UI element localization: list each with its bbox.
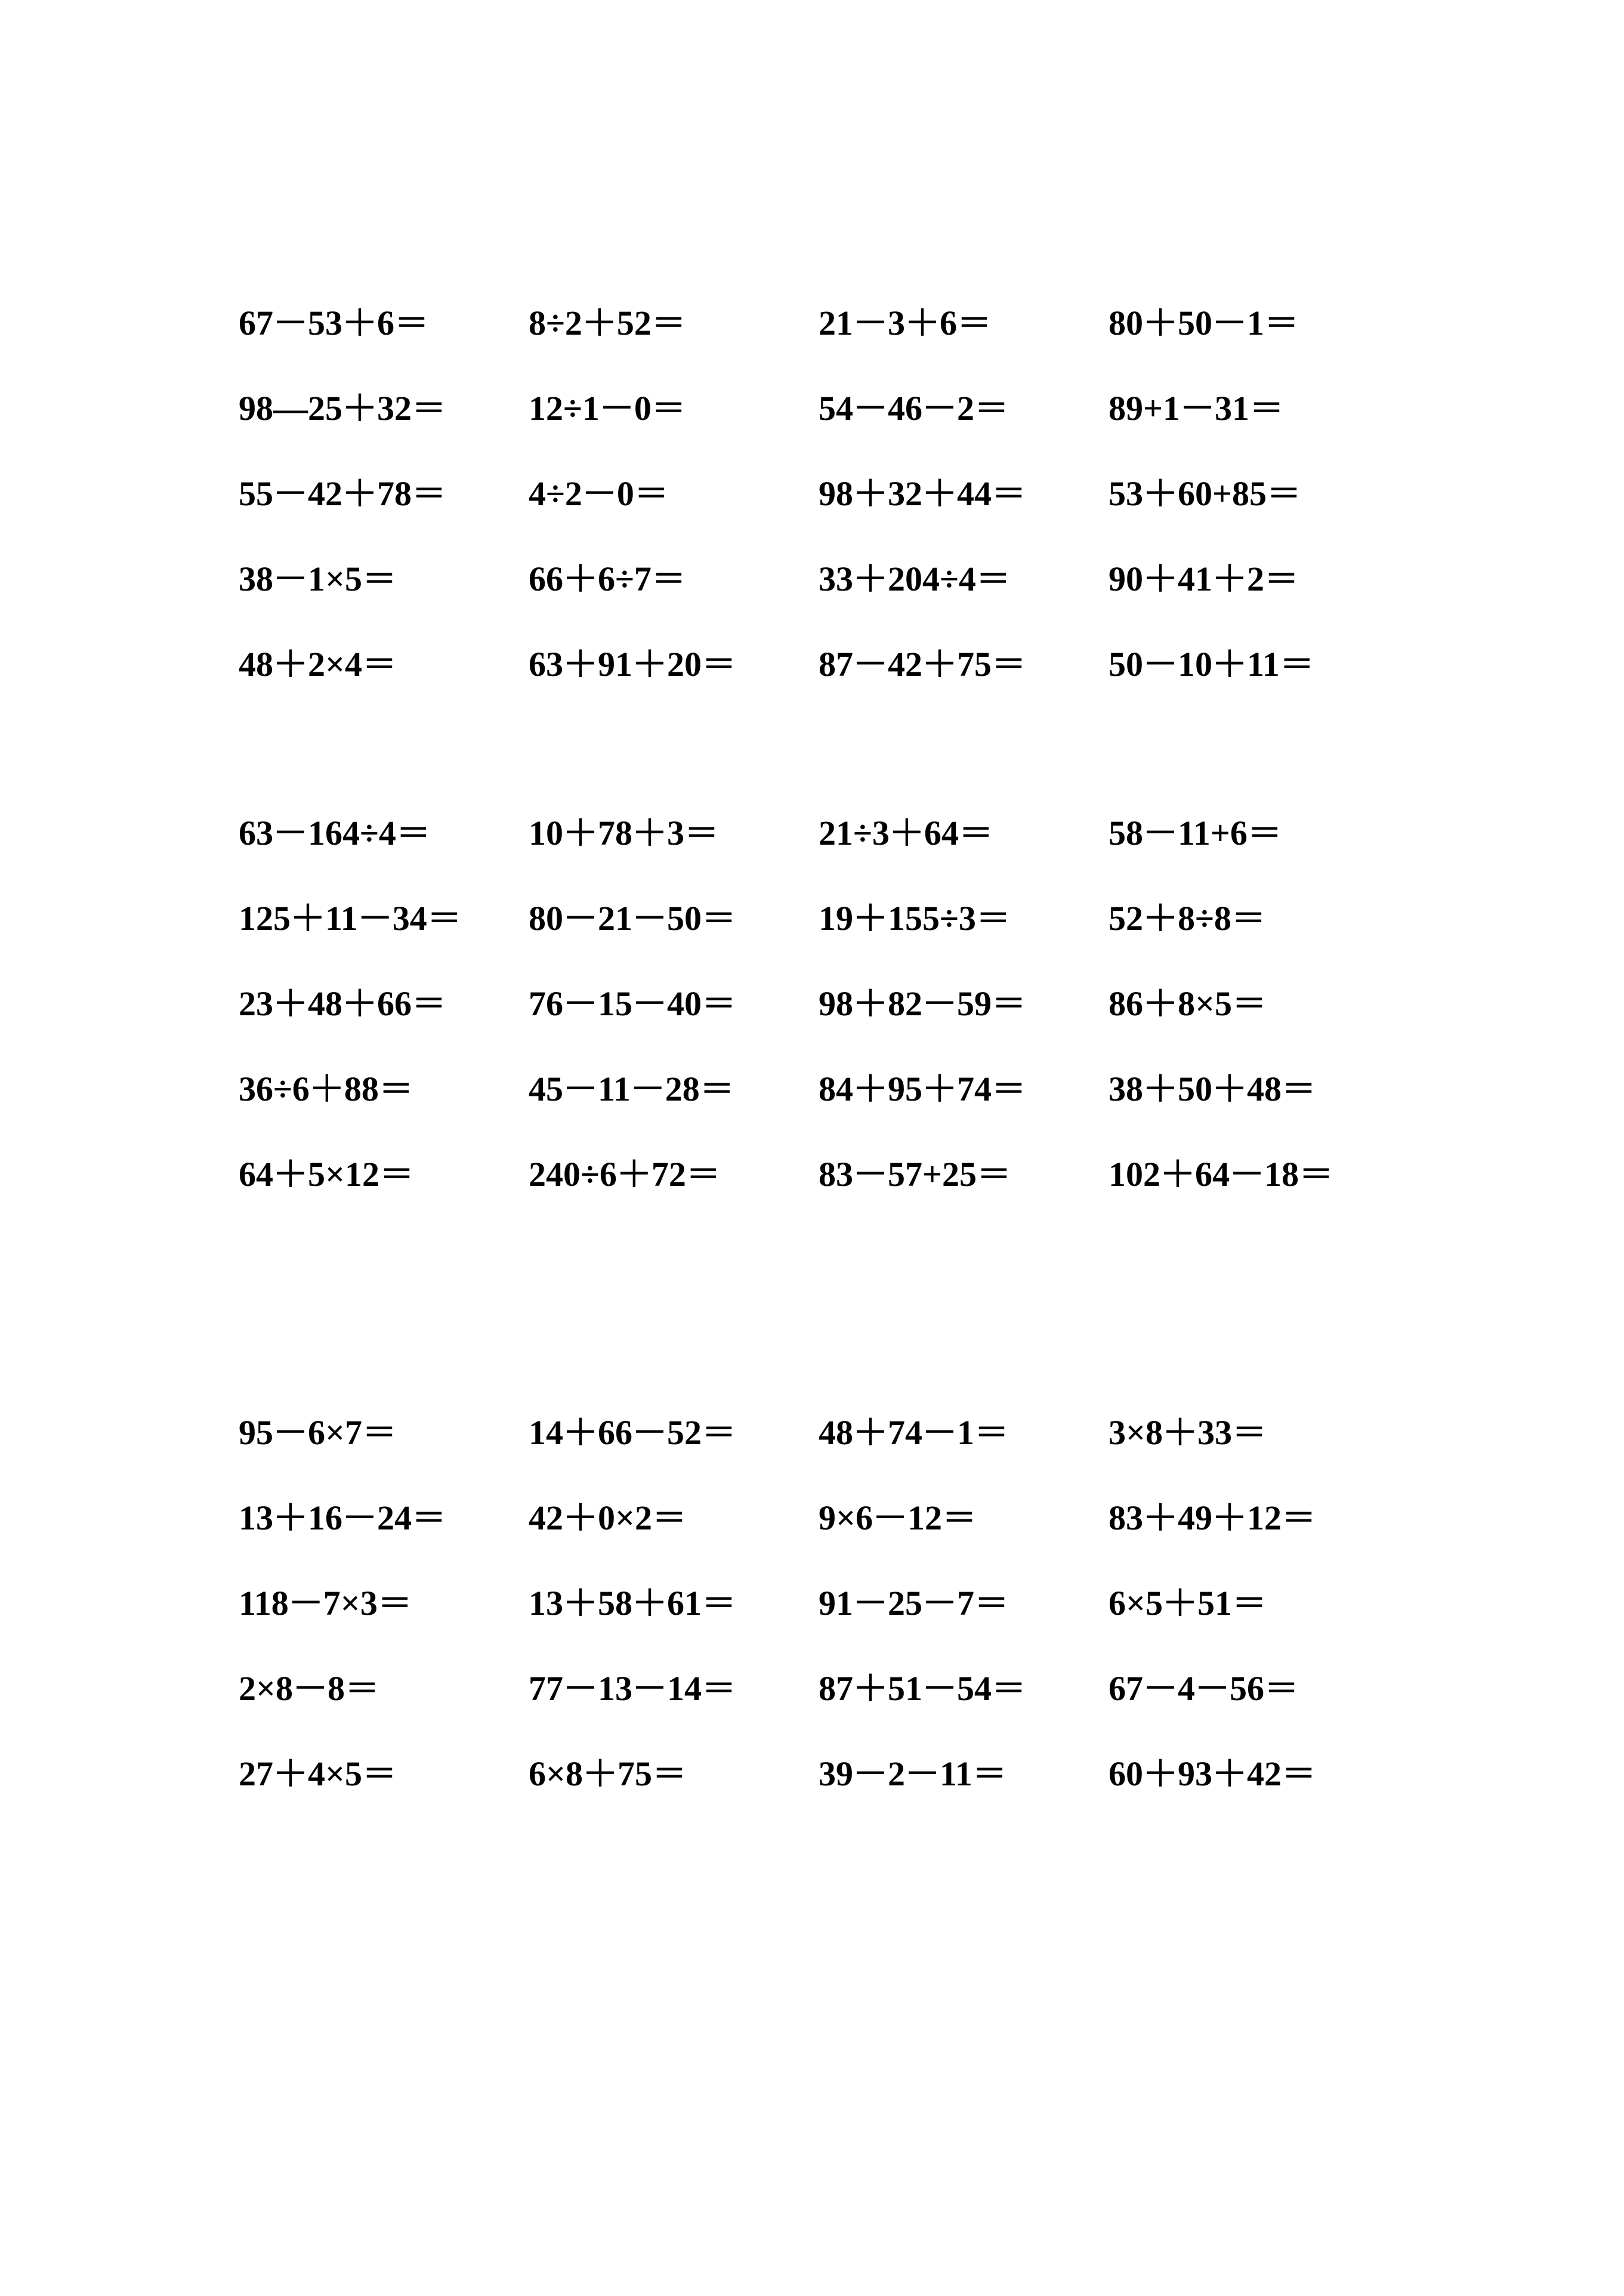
problem-cell: 45－11－28＝ bbox=[529, 1070, 734, 1108]
problem-cell: 19＋155÷3＝ bbox=[819, 899, 1011, 938]
problem-cell: 84＋95＋74＝ bbox=[819, 1070, 1027, 1108]
problem-cell: 67－53＋6＝ bbox=[239, 304, 430, 342]
problem-cell: 89+1－31＝ bbox=[1109, 389, 1285, 428]
problem-cell: 13＋58＋61＝ bbox=[529, 1584, 737, 1623]
problem-cell: 240÷6＋72＝ bbox=[529, 1155, 721, 1194]
problem-cell: 98＋32＋44＝ bbox=[819, 474, 1027, 513]
problem-cell: 10＋78＋3＝ bbox=[529, 814, 720, 852]
problem-grid bbox=[239, 280, 1432, 1816]
problem-cell: 86＋8×5＝ bbox=[1109, 984, 1267, 1023]
problem-cell: 8÷2＋52＝ bbox=[529, 304, 686, 342]
problem-cell: 67－4－56＝ bbox=[1109, 1669, 1299, 1708]
block-separator bbox=[239, 1217, 1432, 1390]
problem-cell: 36÷6＋88＝ bbox=[239, 1070, 413, 1108]
problem-cell: 6×5＋51＝ bbox=[1109, 1584, 1267, 1623]
problem-cell: 13＋16－24＝ bbox=[239, 1498, 447, 1537]
problem-cell: 48＋74－1＝ bbox=[819, 1413, 1009, 1452]
block-separator bbox=[239, 707, 1432, 790]
problem-cell: 98—25＋32＝ bbox=[239, 389, 447, 428]
problem-cell: 83－57+25＝ bbox=[819, 1155, 1012, 1194]
problem-cell: 3×8＋33＝ bbox=[1109, 1413, 1267, 1452]
problem-cell: 66＋6÷7＝ bbox=[529, 560, 686, 598]
problem-cell: 38－1×5＝ bbox=[239, 560, 397, 598]
problem-cell: 80－21－50＝ bbox=[529, 899, 737, 938]
problem-cell: 12÷1－0＝ bbox=[529, 389, 686, 428]
problem-cell: 91－25－7＝ bbox=[819, 1584, 1009, 1623]
problem-cell: 102＋64－18＝ bbox=[1109, 1155, 1334, 1194]
problem-cell: 54－46－2＝ bbox=[819, 389, 1009, 428]
problem-cell: 14＋66－52＝ bbox=[529, 1413, 737, 1452]
problem-cell: 52＋8÷8＝ bbox=[1109, 899, 1266, 938]
problem-cell: 77－13－14＝ bbox=[529, 1669, 737, 1708]
problem-row bbox=[239, 1046, 1432, 1132]
problem-cell: 50－10＋11＝ bbox=[1109, 645, 1314, 684]
problem-cell: 95－6×7＝ bbox=[239, 1413, 397, 1452]
problem-cell: 63－164÷4＝ bbox=[239, 814, 431, 852]
problem-cell: 38＋50＋48＝ bbox=[1109, 1070, 1317, 1108]
problem-row bbox=[239, 536, 1432, 622]
problem-cell: 58－11+6＝ bbox=[1109, 814, 1282, 852]
problem-cell: 2×8－8＝ bbox=[239, 1669, 380, 1708]
problem-cell: 118－7×3＝ bbox=[239, 1584, 412, 1623]
problem-cell: 64＋5×12＝ bbox=[239, 1155, 415, 1194]
problem-cell: 6×8＋75＝ bbox=[529, 1754, 687, 1793]
problem-row bbox=[239, 1132, 1432, 1217]
problem-cell: 42＋0×2＝ bbox=[529, 1498, 687, 1537]
problem-cell: 125＋11－34＝ bbox=[239, 899, 462, 938]
problem-cell: 39－2－11＝ bbox=[819, 1754, 1007, 1793]
problem-cell: 87－42＋75＝ bbox=[819, 645, 1027, 684]
problem-row bbox=[239, 1560, 1432, 1646]
problem-row bbox=[239, 1731, 1432, 1816]
problem-row bbox=[239, 366, 1432, 451]
problem-row bbox=[239, 1646, 1432, 1731]
problem-cell: 23＋48＋66＝ bbox=[239, 984, 447, 1023]
problem-row bbox=[239, 622, 1432, 707]
problem-cell: 53＋60+85＝ bbox=[1109, 474, 1302, 513]
problem-row bbox=[239, 790, 1432, 876]
problem-cell: 48＋2×4＝ bbox=[239, 645, 397, 684]
problem-cell: 55－42＋78＝ bbox=[239, 474, 447, 513]
problem-block-2 bbox=[239, 790, 1432, 1217]
problem-cell: 90＋41＋2＝ bbox=[1109, 560, 1299, 598]
problem-row bbox=[239, 961, 1432, 1046]
problem-block-1 bbox=[239, 280, 1432, 707]
problem-cell: 21÷3＋64＝ bbox=[819, 814, 993, 852]
problem-cell: 21－3＋6＝ bbox=[819, 304, 992, 342]
problem-row bbox=[239, 876, 1432, 961]
problem-cell: 33＋204÷4＝ bbox=[819, 560, 1011, 598]
problem-row bbox=[239, 280, 1432, 366]
problem-block-3 bbox=[239, 1390, 1432, 1816]
problem-cell: 80＋50－1＝ bbox=[1109, 304, 1299, 342]
problem-cell: 60＋93＋42＝ bbox=[1109, 1754, 1317, 1793]
problem-cell: 27＋4×5＝ bbox=[239, 1754, 397, 1793]
problem-cell: 63＋91＋20＝ bbox=[529, 645, 737, 684]
problem-row bbox=[239, 451, 1432, 536]
problem-row bbox=[239, 1390, 1432, 1475]
problem-cell: 83＋49＋12＝ bbox=[1109, 1498, 1317, 1537]
problem-cell: 87＋51－54＝ bbox=[819, 1669, 1027, 1708]
problem-cell: 9×6－12＝ bbox=[819, 1498, 977, 1537]
problem-cell: 4÷2－0＝ bbox=[529, 474, 669, 513]
problem-row bbox=[239, 1475, 1432, 1560]
problem-cell: 98＋82－59＝ bbox=[819, 984, 1027, 1023]
problem-cell: 76－15－40＝ bbox=[529, 984, 737, 1023]
